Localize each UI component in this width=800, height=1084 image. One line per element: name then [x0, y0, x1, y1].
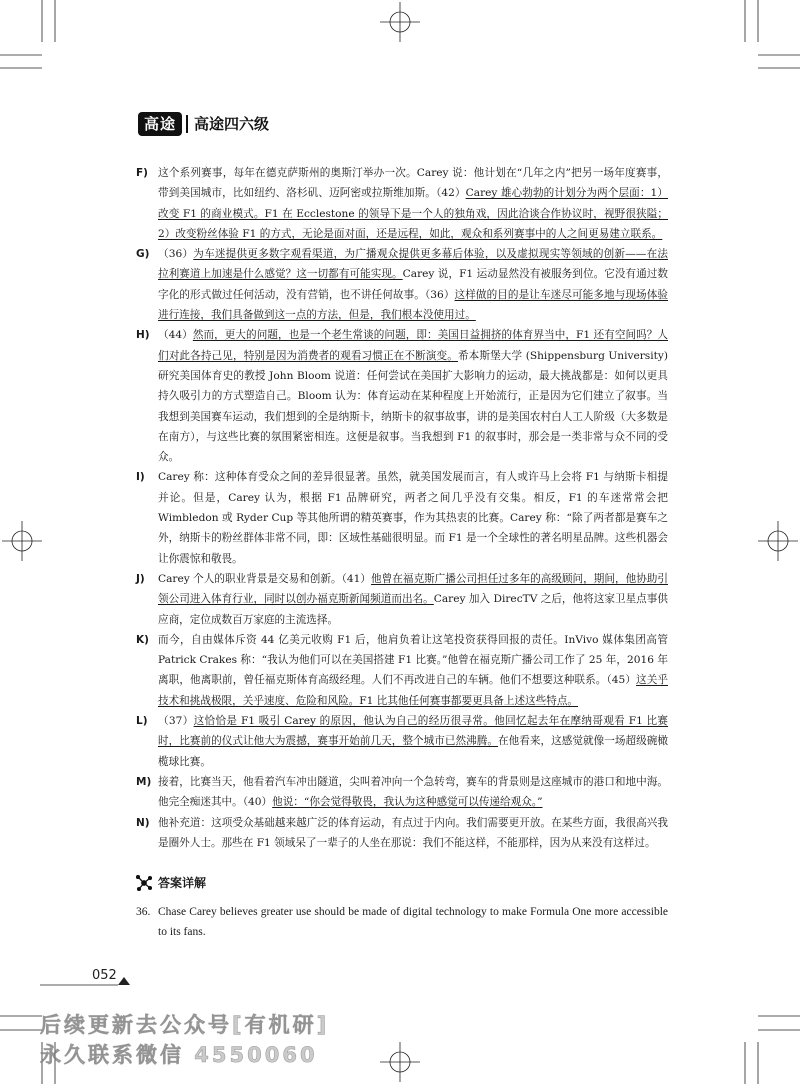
paragraph-text — [158, 813, 668, 854]
answer-section-title: 答案详解 — [158, 876, 207, 890]
underlined-answer-text: Carey 雄心勃勃的计划分为两个层面：1）改变 F1 的商业模式。F1 在 Ecclestone 的领导下是一个人的独角戏，因此洽谈合作协议时，视野很狭隘；2）改变粉丝体验 F1 的方式，无论是面对面，还是远程，如此，观众和系列赛事中的人之间更易建立联系。 — [158, 187, 668, 240]
series-title: 高途四六级 — [194, 115, 270, 133]
underlined-answer-text: 这恰恰是 F1 吸引 Carey 的原因，他认为自己的经历很寻常。他回忆起去年在摩纳哥观看 F1 比赛时，比赛前的仪式让他大为震撼，赛事开始前几天，整个城市已然沸腾。 — [158, 715, 669, 748]
text-segment: 而今，自由媒体斥资 44 亿美元收购 F1 后，他肩负着让这笔投资获得回报的责任。InVivo 媒体集团高管 Patrick Crakes 称：“我认为他们可以在美国搭建 F1 比赛。”他曾在福克斯广播公司工作了 25 年，2016 年离职，他离职前，曾任福克斯体育高级经理。人们不再改进自己的车辆。他们不想要这种联系。（45） — [158, 633, 668, 687]
text-segment: 他补充道：这项受众基础越来越广泛的体育运动，有点过于内向。我们需要更开放。在某些方面，我很高兴我是圈外人士。那些在 F1 领域呆了一辈子的人坐在那说：我们不能这样，不能那样，因为从来没有这样过。 — [158, 816, 668, 849]
underlined-answer-text: 为车迷提供更多数字观看渠道，为广播观众提供更多幕后体验，以及虚拟现实等领域的创新——在法拉利赛道上加速是什么感觉？这一切都有可能实现。 — [158, 248, 668, 281]
paragraph-text — [158, 467, 668, 568]
watermark-line-1: 后续更新去公众号[有机研] — [40, 1013, 330, 1037]
brand-logo: 高途 — [138, 112, 182, 136]
underlined-answer-text: 然而，更大的问题，也是一个老生常谈的问题，即：美国日益拥挤的体育界当中，F1 还有空间吗？人们对此各持己见，特别是因为消费者的观看习惯正在不断演变。 — [158, 329, 668, 362]
paragraph — [136, 772, 668, 813]
paragraph-text — [158, 772, 668, 813]
answer-number: 36. — [136, 906, 151, 918]
text-segment: Carey 说，F1 运动显然没有被服务到位。它没有通过数字化的形式做过任何活动，没有营销，也不讲任何故事。（36） — [158, 268, 668, 301]
paragraph-label: G) — [136, 248, 150, 261]
paragraph-label: F) — [136, 167, 148, 179]
paragraph — [136, 163, 668, 244]
paragraph-text — [158, 163, 668, 244]
paragraph-label: I) — [136, 471, 145, 484]
page-number: 052 — [92, 968, 117, 983]
paragraph-text — [158, 711, 668, 772]
text-segment: （36） — [158, 248, 194, 261]
paragraph-label: K) — [136, 633, 149, 646]
paragraph-label: J) — [136, 572, 145, 585]
underlined-answer-text: 他说：“你会觉得敬畏，我认为这种感觉可以传递给观众。” — [272, 796, 543, 809]
text-segment: 接着，比赛当天，他看着汽车冲出隧道，尖叫着冲向一个急转弯，赛车的背景则是这座城市的港口和地中海。他完全痴迷其中。（40） — [158, 775, 668, 809]
text-segment: （44） — [158, 329, 193, 342]
text-segment: Carey 加入 DirecTV 之后，他将这家卫星点事供应商，定位成数百万家庭的主流选择。 — [158, 593, 668, 626]
text-segment: 在他看来，这感觉就像一场超级碗橄榄球比赛。 — [158, 735, 669, 768]
paragraph-text — [158, 630, 668, 711]
text-segment: Carey 称：这种体育受众之间的差异很显著。虽然，就美国发展而言，有人或许马上会将 F1 与纳斯卡相提并论。但是，Carey 认为，根据 F1 品牌研究，两者之间几乎没有交集。相反，F1 的车迷常常会把 Wimbledon 或 Ryder Cup 等其他所谓的精英赛事，作为其热衷的比赛。Carey 称：“除了两者都是赛车之外，纳斯卡的粉丝群体非常不同，即：区域性基础很明显。而 F1 是一个全球性的著名明星品牌。这些机器会让你震惊和敬畏。 — [158, 471, 668, 565]
paragraph-text — [158, 244, 668, 325]
paragraph-text — [158, 325, 668, 467]
answer-section-header — [136, 873, 206, 893]
paragraph — [136, 244, 668, 325]
text-segment: （37） — [158, 715, 194, 728]
paragraph — [136, 711, 668, 772]
paragraph — [136, 467, 668, 568]
text-segment: 希本斯堡大学 (Shippensburg University) 研究美国体育史的教授 John Bloom 说道：任何尝试在美国扩大影响力的运动，最大挑战都是：如何以更具持久吸引力的方式塑造自己。Bloom 认为：体育运动在某种程度上开始流行，正是因为它们建立了叙事。当我想到美国赛车运动，我们想到的全是纳斯卡，纳斯卡的叙事故事，讲的是美国农村白人工人阶级（大多数是在南方），与这些比赛的氛围紧密相连。这便是叙事。当我想到 F1 的叙事时，那会是一类非常与众不同的受众。 — [158, 349, 668, 464]
paragraph-text — [158, 569, 668, 630]
header-divider — [186, 115, 188, 133]
paragraph — [136, 813, 668, 854]
paragraph-label: L) — [136, 715, 148, 728]
article-body — [136, 163, 668, 853]
answer-text: Chase Carey believes greater use should be made of digital technology to make Formula One more accessible to its fans. — [158, 906, 668, 938]
answer-item — [136, 902, 668, 942]
paragraph — [136, 630, 668, 711]
paragraph-label: H) — [136, 329, 150, 342]
paragraph — [136, 569, 668, 630]
underlined-answer-text: 这关乎技术和挑战极限，关乎速度、危险和风险。F1 比其他任何赛事都要更具备上述这些特点。 — [158, 674, 668, 707]
paragraph — [136, 325, 668, 467]
watermark-line-2: 永久联系微信 4550060 — [40, 1043, 318, 1067]
underlined-answer-text: 这样做的目的是让车迷尽可能多地与现场体验进行连接，我们具备做到这一点的方法，但是，我们根本没使用过。 — [158, 288, 668, 322]
paragraph-label: N) — [136, 816, 150, 829]
paragraph-label: M) — [136, 775, 152, 788]
underlined-answer-text: 他曾在福克斯广播公司担任过多年的高级顾问，期间，他协助引领公司进入体育行业，同时以创办福克斯新闻频道而出名。 — [158, 572, 669, 606]
network-icon — [136, 875, 152, 891]
text-segment: 这个系列赛事，每年在德克萨斯州的奥斯汀举办一次。Carey 说：他计划在“几年之内”把另一场年度赛事，带到美国城市，比如纽约、洛杉矶、迈阿密或拉斯维加斯。（42） — [158, 167, 668, 200]
text-segment: Carey 个人的职业背景是交易和创新。（41） — [158, 572, 372, 585]
